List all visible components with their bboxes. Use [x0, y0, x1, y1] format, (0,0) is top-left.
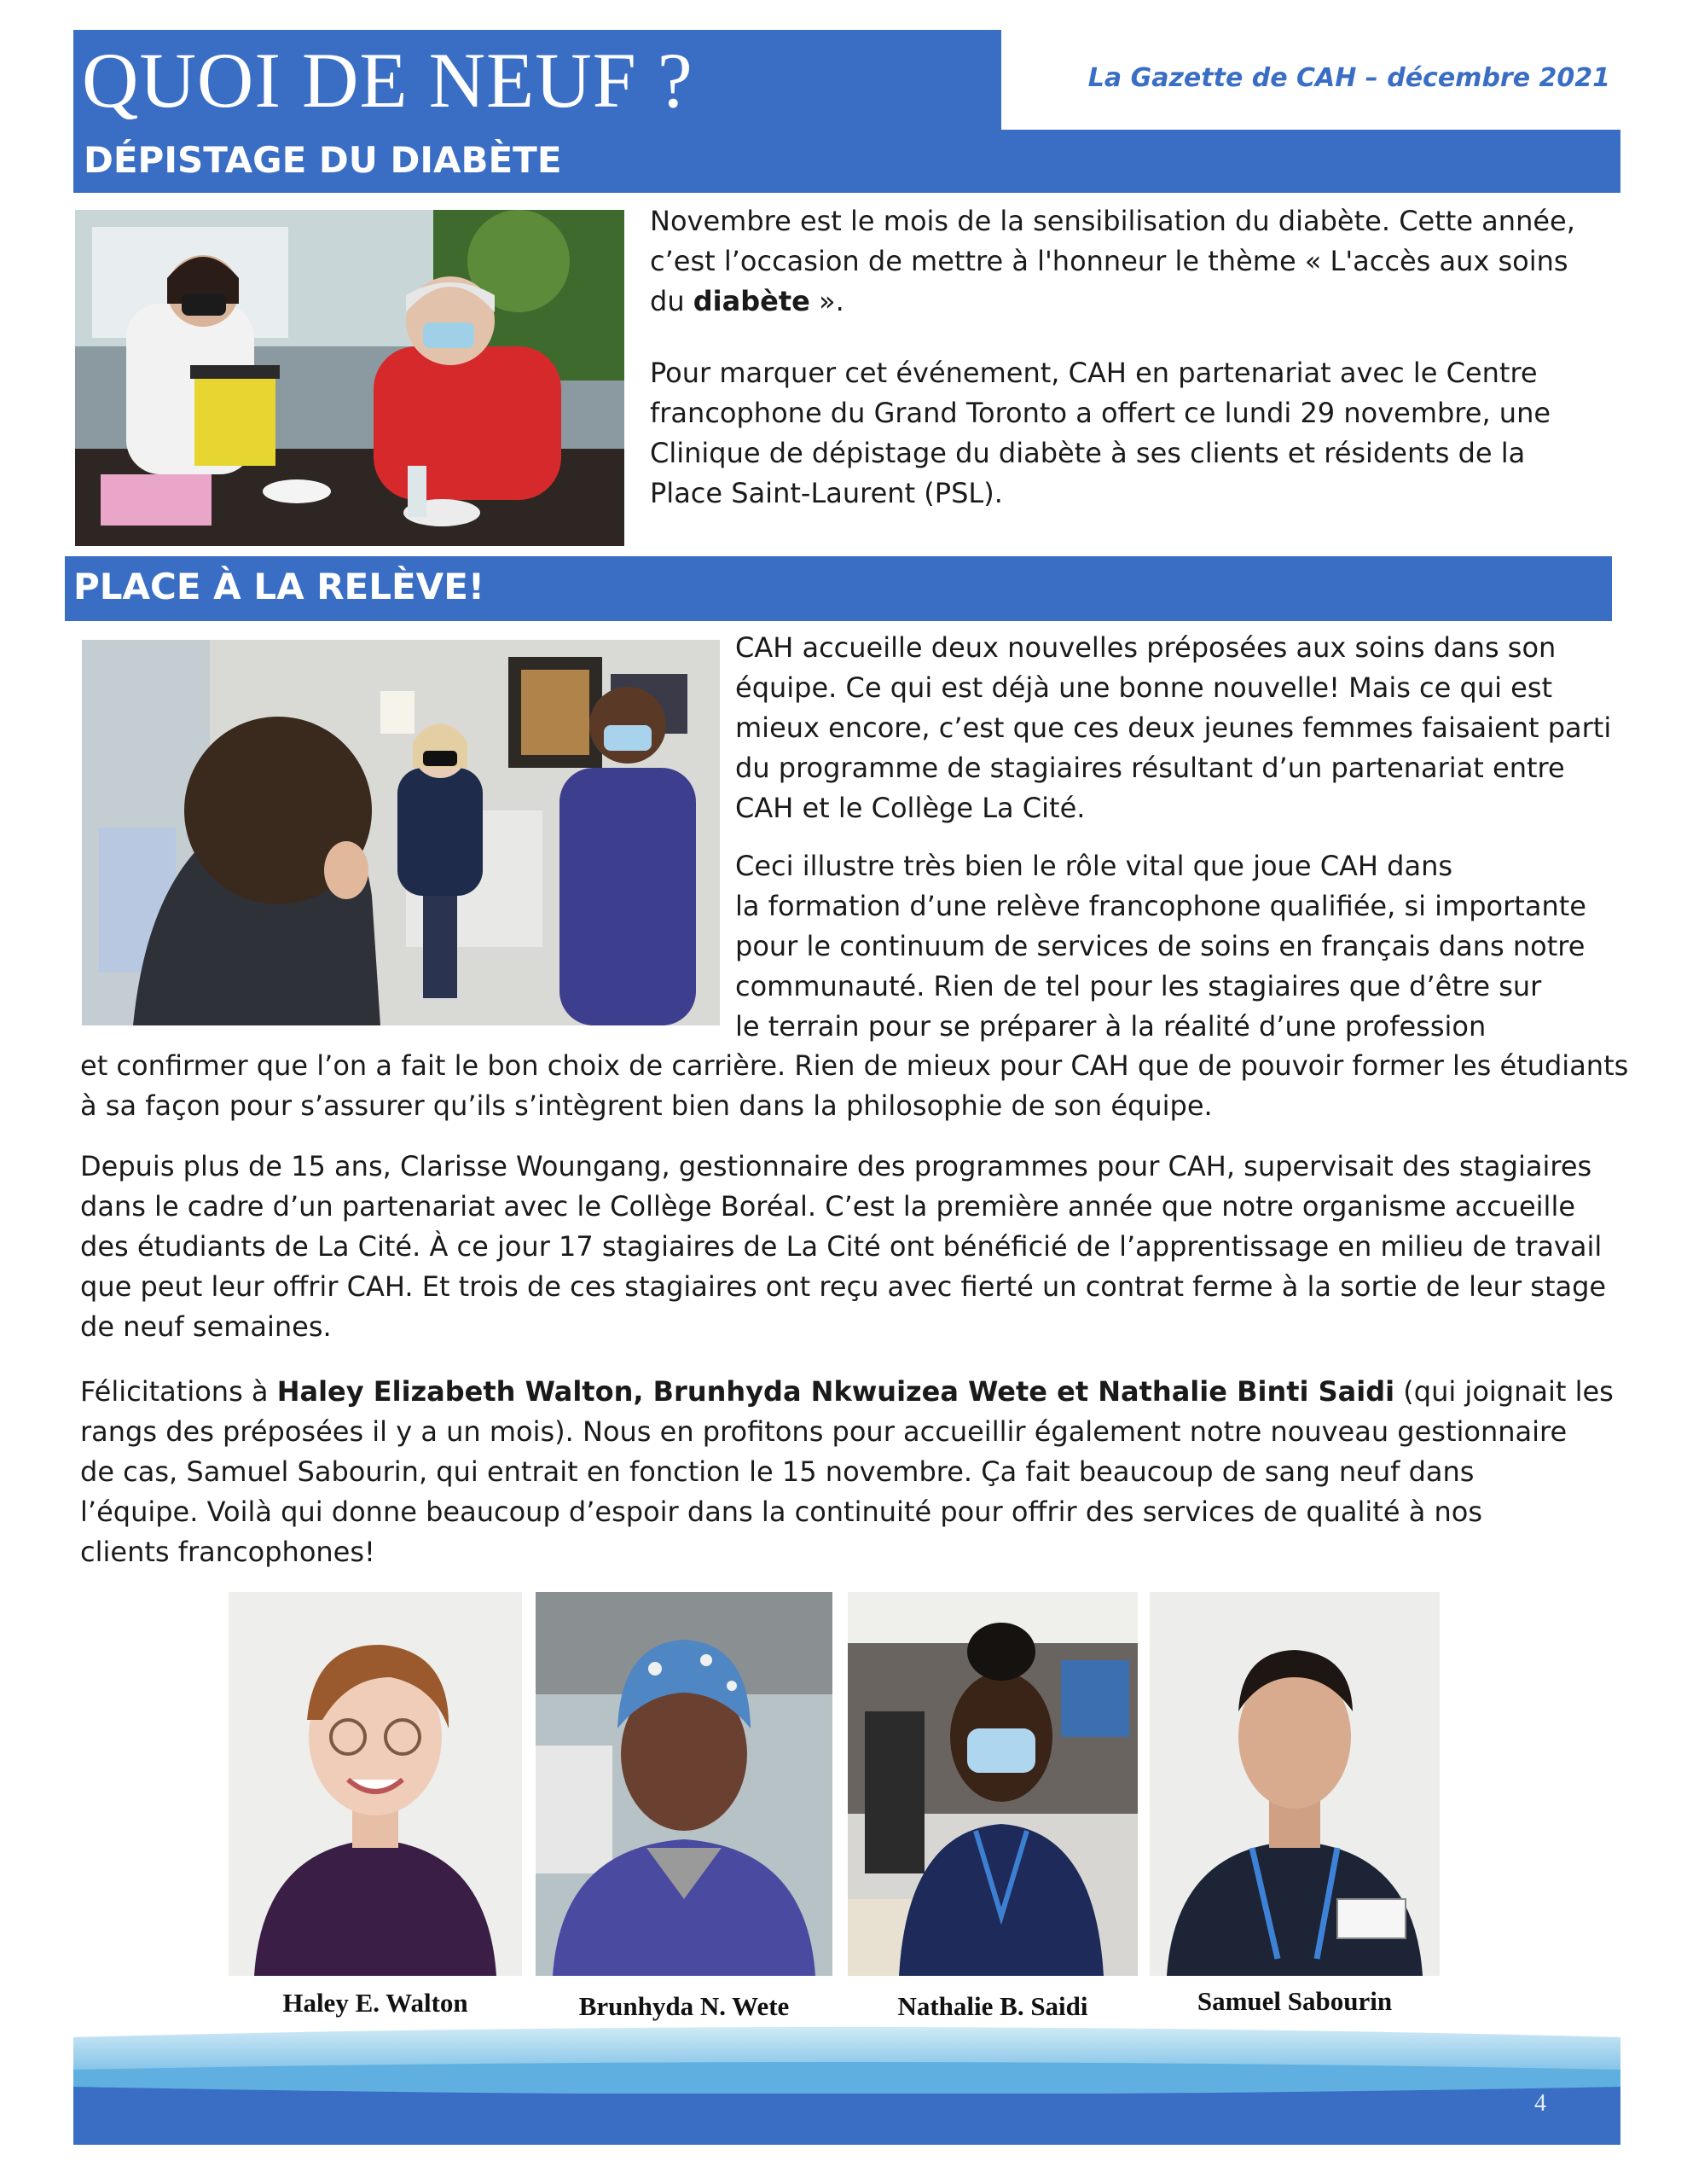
caption-haley: Haley E. Walton [282, 1988, 468, 2018]
page-number: 4 [1534, 2090, 1546, 2117]
diabete-paragraph-2 [650, 353, 1605, 514]
text-line: de cas, Samuel Sabourin, qui entrait en fonction le 15 novembre. Ça fait beaucoup de sang neuf dans [80, 1455, 1475, 1488]
text-line: Place Saint-Laurent (PSL). [650, 477, 1003, 509]
text-line: pour le continuum de services de soins en français dans notre [735, 930, 1586, 962]
text-line: que peut leur offrir CAH. Et trois de ces stagiaires ont reçu avec fierté un contrat ferme à la sortie de leur stage [80, 1270, 1607, 1303]
text-line: Depuis plus de 15 ans, Clarisse Woungang, gestionnaire des programmes pour CAH, supervisait des stagiaires [80, 1150, 1592, 1182]
photo-diabetes-clinic [75, 210, 624, 546]
text-line: la formation d’une relève francophone qualifiée, si importante [735, 890, 1586, 922]
section-heading-releve: PLACE À LA RELÈVE! [65, 556, 1612, 621]
text-line: Clinique de dépistage du diabète à ses clients et résidents de la [650, 437, 1526, 469]
text-line: et confirmer que l’on a fait le bon choix de carrière. Rien de mieux pour CAH que de pouvoir former les étudiants [80, 1049, 1629, 1082]
caption-samuel: Samuel Sabourin [1197, 1986, 1393, 2016]
text-line: CAH accueille deux nouvelles préposées aux soins dans son [735, 631, 1557, 664]
caption-brunhyda: Brunhyda N. Wete [578, 1991, 790, 2021]
text-line: dans le cadre d’un partenariat avec le Collège Boréal. C’est la première année que notre organisme accueille [80, 1190, 1576, 1223]
text-line: clients francophones! [80, 1536, 375, 1568]
text-span: ». [809, 285, 844, 317]
text-line: c’est l’occasion de mettre à l'honneur le thème « L'accès aux soins [650, 245, 1568, 277]
text-line [650, 282, 1605, 322]
gazette-edition: La Gazette de CAH – décembre 2021 [1087, 63, 1610, 93]
diabete-paragraph-1 [650, 201, 1605, 322]
text-line: CAH et le Collège La Cité. [735, 792, 1086, 824]
text-line: le terrain pour se préparer à la réalité d’une profession [735, 1010, 1487, 1043]
text-line: mieux encore, c’est que ces deux jeunes femmes faisaient parti [735, 712, 1612, 744]
bold-names: Haley Elizabeth Walton, Brunhyda Nkwuizea Wete et Nathalie Binti Saidi [276, 1375, 1395, 1408]
text-line: Novembre est le mois de la sensibilisation du diabète. Cette année, [650, 205, 1575, 237]
portrait-samuel-sabourin [1150, 1592, 1440, 1976]
releve-paragraph-4 [80, 1372, 1624, 1572]
text-line [80, 1372, 1624, 1412]
page-title: QUOI DE NEUF ? [82, 37, 693, 124]
portrait-brunhyda-wete [536, 1592, 832, 1976]
text-line: rangs des préposées il y a un mois). Nous en profitons pour accueillir également notre nouveau gestionnaire [80, 1415, 1568, 1448]
photo-office-interns [82, 640, 720, 1025]
footer-wave [73, 2025, 1620, 2145]
releve-paragraph-3 [80, 1147, 1624, 1347]
releve-paragraph-2 [735, 846, 1614, 1047]
releve-paragraph-2-continued [80, 1046, 1629, 1126]
text-span: (qui joignait les [1394, 1375, 1614, 1408]
text-line: Pour marquer cet événement, CAH en partenariat avec le Centre [650, 357, 1538, 389]
text-line: des étudiants de La Cité. À ce jour 17 stagiaires de La Cité ont bénéficié de l’apprentissage en milieu de travail [80, 1230, 1603, 1263]
text-line: l’équipe. Voilà qui donne beaucoup d’espoir dans la continuité pour offrir des services de qualité à nos [80, 1496, 1483, 1528]
text-line: à sa façon pour s’assurer qu’ils s’intègrent bien dans la philosophie de son équipe. [80, 1089, 1213, 1122]
section-heading-diabete: DÉPISTAGE DU DIABÈTE [73, 130, 1620, 193]
text-line: équipe. Ce qui est déjà une bonne nouvelle! Mais ce qui est [735, 671, 1553, 704]
text-line: communauté. Rien de tel pour les stagiaires que d’être sur [735, 970, 1542, 1002]
text-line: Ceci illustre très bien le rôle vital que joue CAH dans [735, 850, 1453, 882]
caption-nathalie: Nathalie B. Saidi [897, 1991, 1088, 2021]
text-span: du [650, 285, 693, 317]
text-span: Félicitations à [80, 1375, 277, 1408]
portrait-nathalie-saidi [848, 1592, 1138, 1976]
text-line: de neuf semaines. [80, 1310, 332, 1343]
bold-text: diabète [693, 285, 810, 317]
text-line: francophone du Grand Toronto a offert ce lundi 29 novembre, une [650, 397, 1551, 429]
text-line: du programme de stagiaires résultant d’un partenariat entre [735, 752, 1565, 784]
releve-paragraph-1 [735, 628, 1614, 828]
portrait-haley-walton [229, 1592, 522, 1976]
